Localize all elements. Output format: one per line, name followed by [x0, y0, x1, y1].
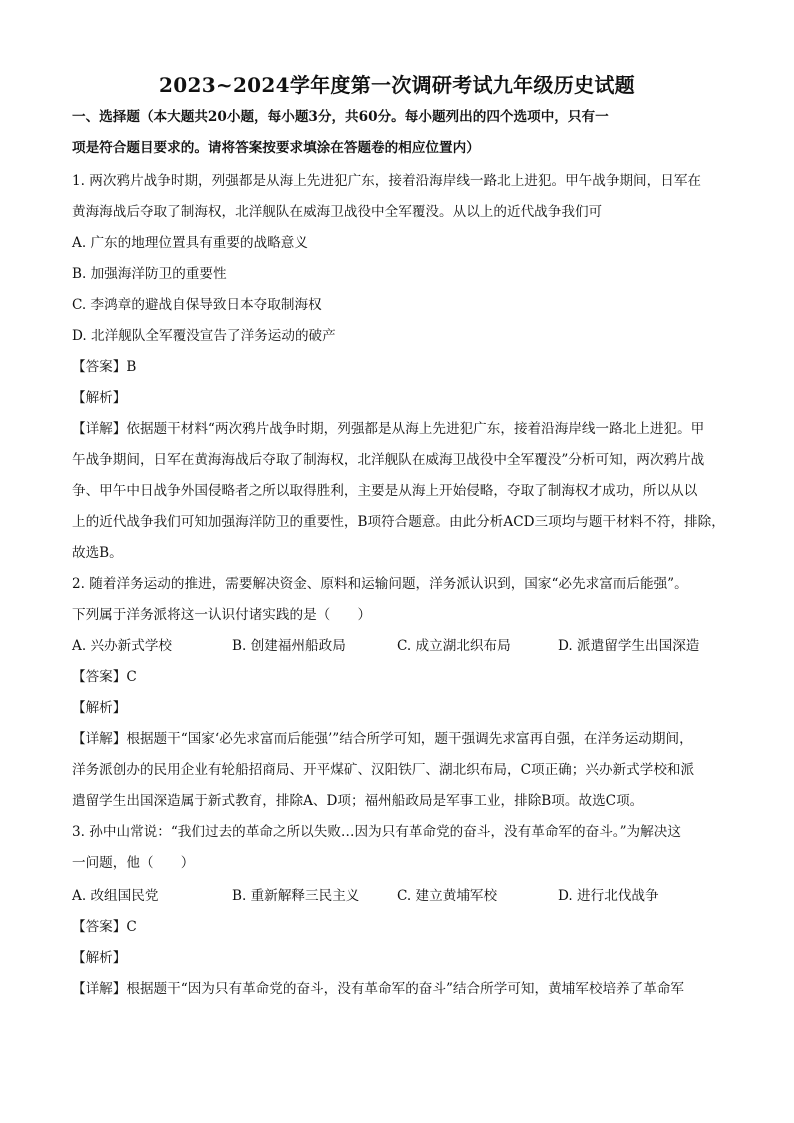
q2-detail-line-2: 洋务派创办的民用企业有轮船招商局、开平煤矿、汉阳铁厂、湖北织布局，C项正确；兴办新式学校和派: [72, 762, 695, 778]
section-heading-line-2: 项是符合题目要求的。请将答案按要求填涂在答题卷的相应位置内）: [72, 140, 480, 156]
q1-option-b: B. 加强海洋防卫的重要性: [72, 266, 227, 282]
q1-option-d: D. 北洋舰队全军覆没宣告了洋务运动的破产: [72, 328, 336, 344]
q2-analysis-label: 【解析】: [72, 700, 127, 716]
q3-options-row: [72, 886, 726, 906]
q3-stem-line-1: 3. 孙中山常说：“我们过去的革命之所以失败…因为只有革命党的奋斗，没有革命军的奋斗。”为解决这: [72, 824, 681, 840]
q3-option-a: A. 改组国民党: [72, 888, 159, 904]
q3-analysis-label: 【解析】: [72, 950, 127, 966]
q1-detail-line-5: 故选B。: [72, 545, 123, 561]
q2-stem-line-1: 2. 随着洋务运动的推进，需要解决资金、原料和运输问题，洋务派认识到，国家“必先求富而后能强”。: [72, 576, 688, 592]
q2-option-b: B. 创建福州船政局: [232, 638, 346, 654]
q2-option-c: C. 成立湖北织布局: [397, 638, 511, 654]
q2-detail-line-1: 【详解】根据题干“国家‘必先求富而后能强’”结合所学可知，题干强调先求富再自强，在洋务运动期间，: [72, 731, 693, 747]
q2-stem-line-2: 下列属于洋务派将这一认识付诸实践的是（ ）: [72, 607, 372, 623]
q1-answer: 【答案】B: [72, 359, 137, 375]
q1-stem-line-2: 黄海海战后夺取了制海权，北洋舰队在威海卫战役中全军覆没。从以上的近代战争我们可: [72, 204, 603, 220]
q2-options-row: [72, 636, 726, 656]
q2-detail-line-3: 遣留学生出国深造属于新式教育，排除A、D项；福州船政局是军事工业，排除B项。故选C项。: [72, 793, 644, 809]
q3-answer: 【答案】C: [72, 919, 137, 935]
q3-option-d: D. 进行北伐战争: [558, 888, 659, 904]
page-title: 2023~2024学年度第一次调研考试九年级历史试题: [159, 73, 635, 97]
q1-detail-line-2: 午战争期间，日军在黄海海战后夺取了制海权，北洋舰队在威海卫战役中全军覆没”分析可知，两次鸦片战: [72, 452, 705, 468]
q3-option-b: B. 重新解释三民主义: [232, 888, 360, 904]
q2-option-a: A. 兴办新式学校: [72, 638, 173, 654]
q1-analysis-label: 【解析】: [72, 390, 127, 406]
q1-option-c: C. 李鸿章的避战自保导致日本夺取制海权: [72, 297, 322, 313]
q1-option-a: A. 广东的地理位置具有重要的战略意义: [72, 235, 308, 251]
q1-stem-line-1: 1. 两次鸦片战争时期，列强都是从海上先进犯广东，接着沿海岸线一路北上进犯。甲午战争期间，日军在: [72, 173, 702, 189]
q1-detail-line-1: 【详解】依据题干材料“两次鸦片战争时期，列强都是从海上先进犯广东，接着沿海岸线一路北上进犯。甲: [72, 421, 705, 437]
q3-option-c: C. 建立黄埔军校: [397, 888, 498, 904]
q2-answer: 【答案】C: [72, 669, 137, 685]
q3-detail-line-1: 【详解】根据题干“因为只有革命党的奋斗，没有革命军的奋斗”结合所学可知，黄埔军校培养了革命军: [72, 981, 685, 997]
q1-detail-line-4: 上的近代战争我们可知加强海洋防卫的重要性，B项符合题意。由此分析ACD三项均与题干材料不符，排除，: [72, 514, 725, 530]
q1-detail-line-3: 争、甲午中日战争外国侵略者之所以取得胜利，主要是从海上开始侵略，夺取了制海权才成功，所以从以: [72, 483, 698, 499]
q2-option-d: D. 派遣留学生出国深造: [558, 638, 700, 654]
q3-stem-line-2: 一问题，他（ ）: [72, 855, 195, 871]
section-heading-line-1: 一、选择题（本大题共20小题，每小题3分，共60分。每小题列出的四个选项中，只有一: [72, 109, 609, 125]
